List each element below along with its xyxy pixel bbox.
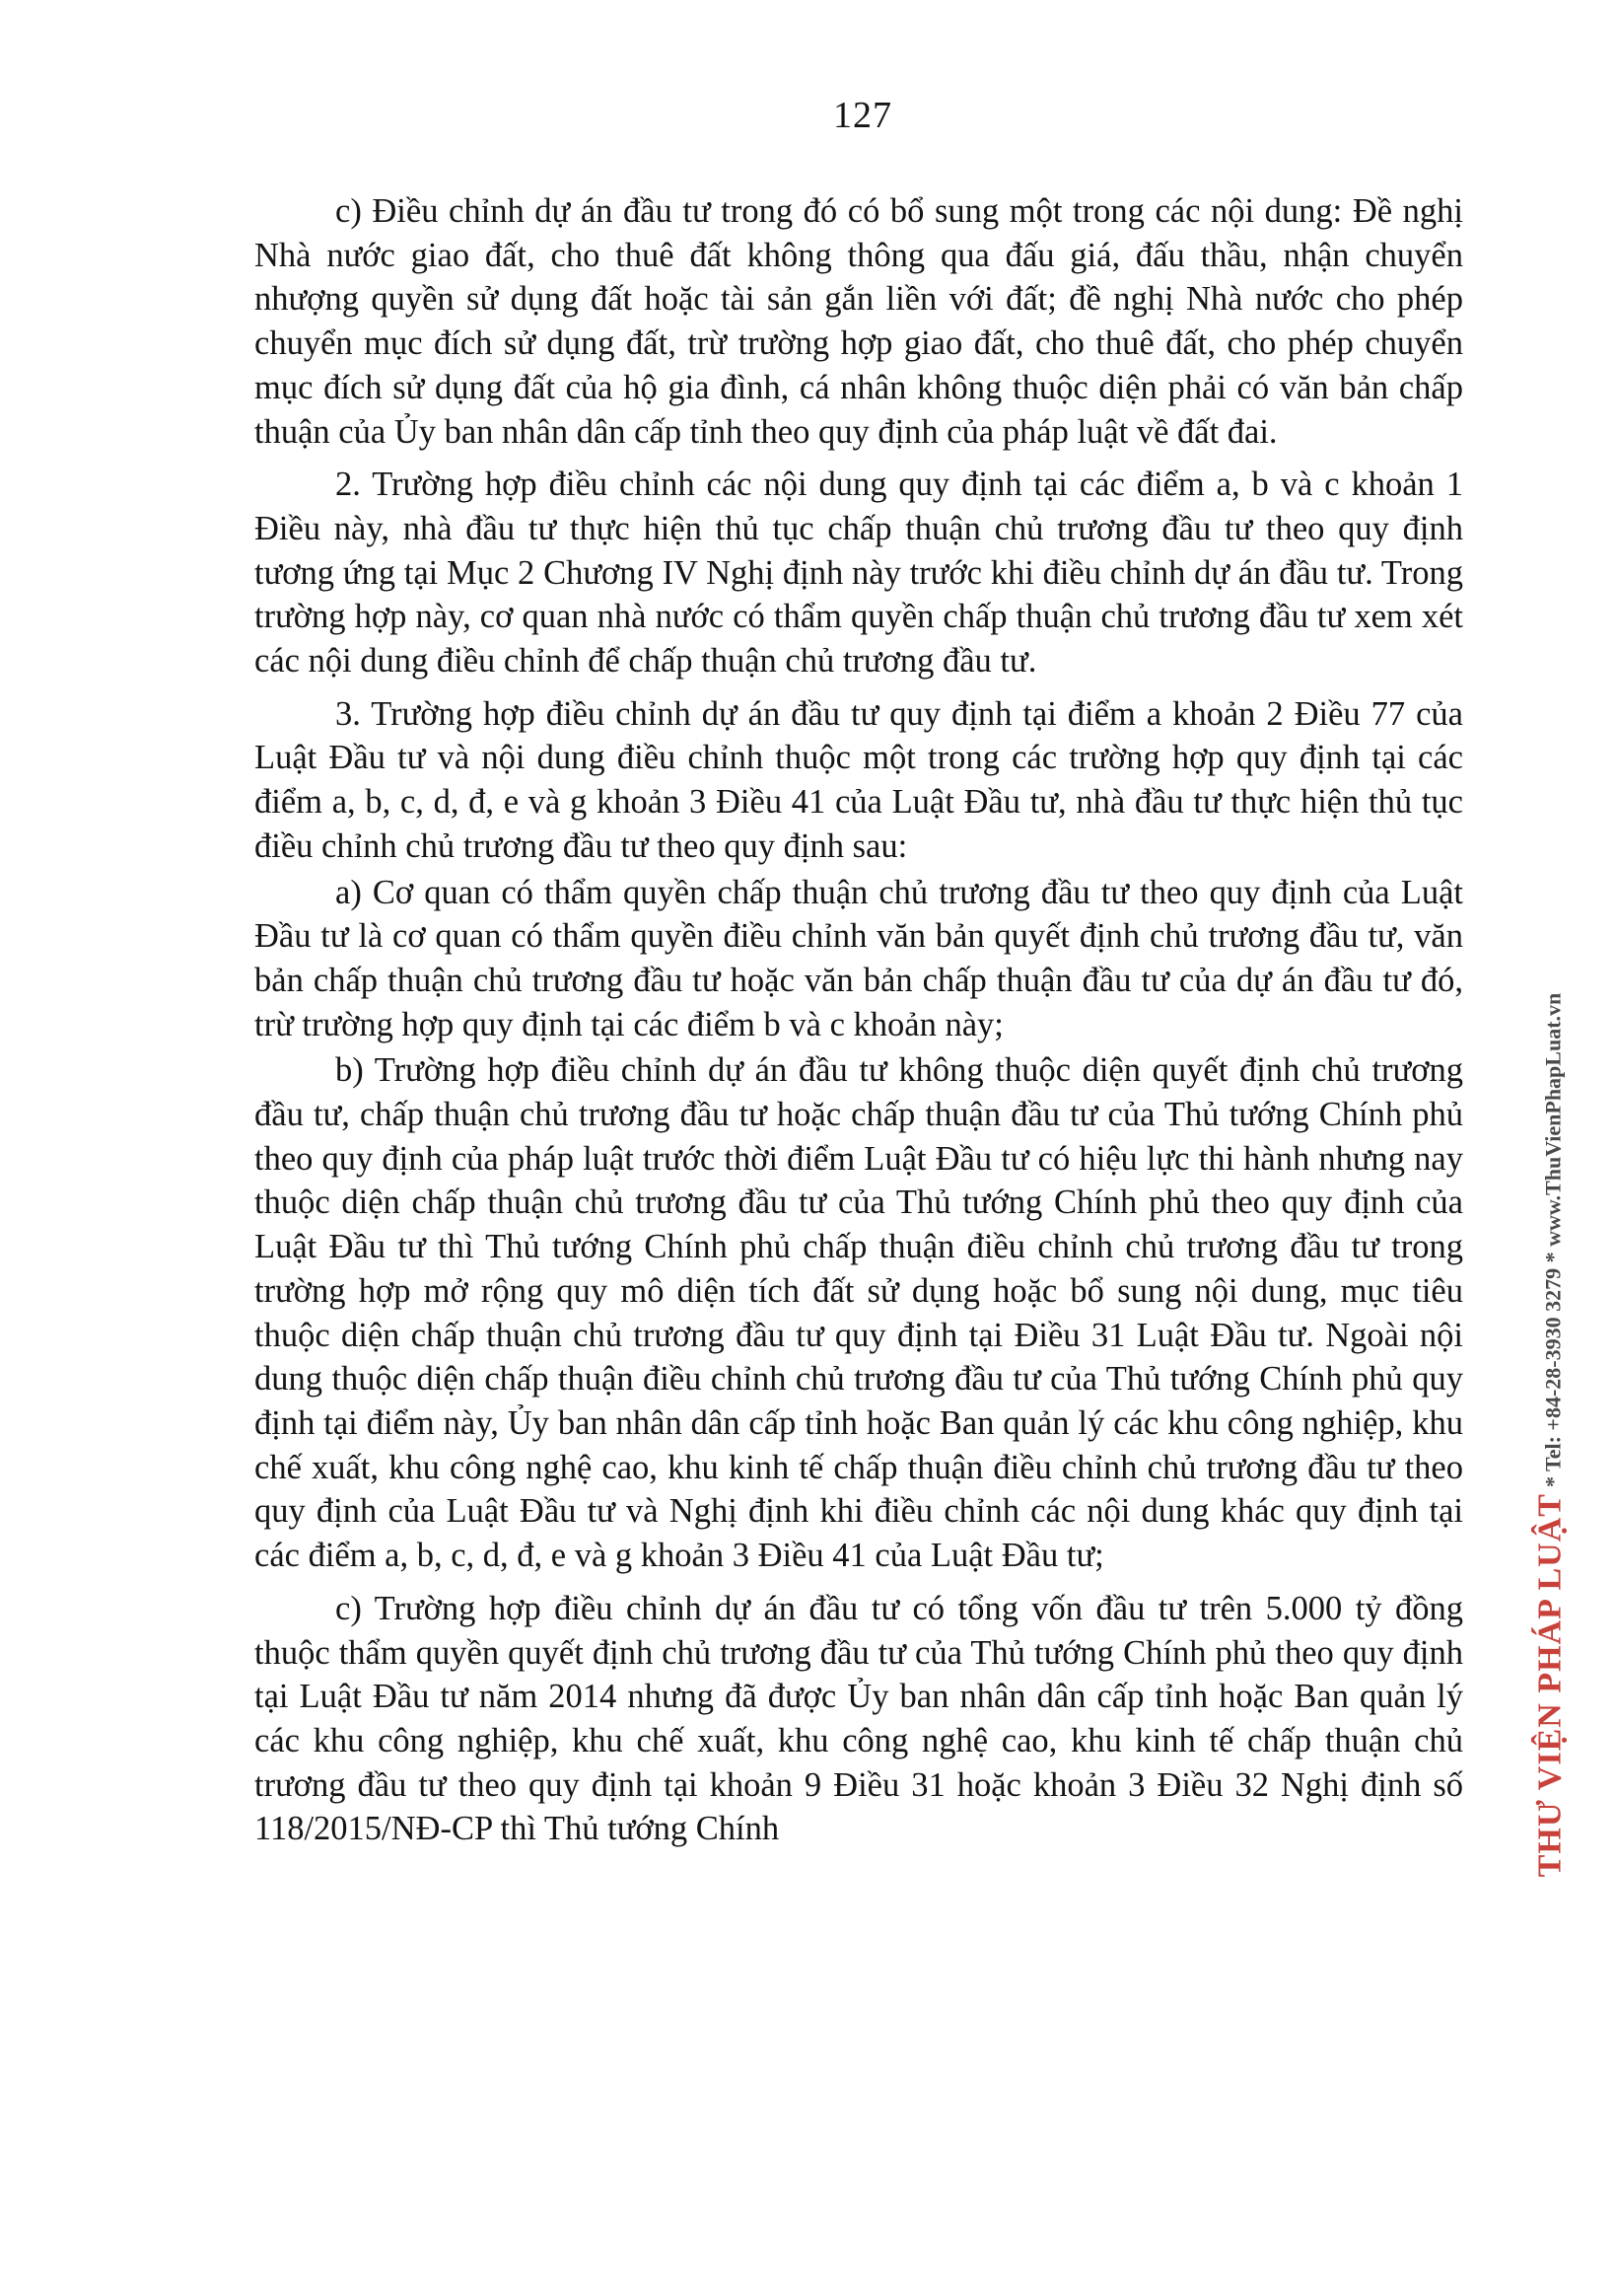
paragraph-3b: b) Trường hợp điều chỉnh dự án đầu tư không thuộc diện quyết định chủ trương đầu tư, chấp thuận chủ trương đầu tư hoặc chấp thuận đầu tư của Thủ tướng Chính phủ theo quy định của pháp luật trước thời điểm Luật Đầu tư có hiệu lực thi hành nhưng nay thuộc diện chấp thuận chủ trương đầu tư của Thủ tướng Chính phủ theo quy định của Luật Đầu tư thì Thủ tướng Chính phủ chấp thuận điều chỉnh chủ trương đầu tư trong trường hợp mở rộng quy mô diện tích đất sử dụng hoặc bổ sung nội dung, mục tiêu thuộc diện chấp thuận chủ trương đầu tư quy định tại Điều 31 Luật Đầu tư. Ngoài nội dung thuộc diện chấp thuận điều chỉnh chủ trương đầu tư của Thủ tướng Chính phủ quy định tại điểm này, Ủy ban nhân dân cấp tỉnh hoặc Ban quản lý các khu công nghiệp, khu chế xuất, khu công nghệ cao, khu kinh tế chấp thuận điều chỉnh chủ trương đầu tư theo quy định của Luật Đầu tư và Nghị định khi điều chỉnh các nội dung khác quy định tại các điểm a, b, c, d, đ, e và g khoản 3 Điều 41 của Luật Đầu tư; bbox=[254, 1051, 1463, 1575]
paragraph-3c: c) Trường hợp điều chỉnh dự án đầu tư có tổng vốn đầu tư trên 5.000 tỷ đồng thuộc thẩm quyền quyết định chủ trương đầu tư của Thủ tướng Chính phủ theo quy định tại Luật Đầu tư năm 2014 nhưng đã được Ủy ban nhân dân cấp tỉnh hoặc Ban quản lý các khu công nghiệp, khu chế xuất, khu công nghệ cao, khu kinh tế chấp thuận chủ trương đầu tư theo quy định tại khoản 9 Điều 31 hoặc khoản 3 Điều 32 Nghị định số 118/2015/NĐ-CP thì Thủ tướng Chính bbox=[254, 1589, 1463, 1848]
paragraph-3: 3. Trường hợp điều chỉnh dự án đầu tư quy định tại điểm a khoản 2 Điều 77 của Luật Đầu tư và nội dung điều chỉnh thuộc một trong các trường hợp quy định tại các điểm a, b, c, d, đ, e và g khoản 3 Điều 41 của Luật Đầu tư, nhà đầu tư thực hiện thủ tục điều chỉnh chủ trương đầu tư theo quy định sau: bbox=[254, 694, 1463, 865]
page-number: 127 bbox=[833, 95, 892, 136]
document-body bbox=[254, 189, 1463, 1860]
watermark-brand: THƯ VIỆN PHÁP LUẬT bbox=[1531, 1493, 1569, 1878]
paragraph-1c: c) Điều chỉnh dự án đầu tư trong đó có bổ sung một trong các nội dung: Đề nghị Nhà nước giao đất, cho thuê đất không thông qua đấu giá, đấu thầu, nhận chuyển nhượng quyền sử dụng đất hoặc tài sản gắn liền với đất; đề nghị Nhà nước cho phép chuyển mục đích sử dụng đất, trừ trường hợp giao đất, cho thuê đất, cho phép chuyển mục đích sử dụng đất của hộ gia đình, cá nhân không thuộc diện phải có văn bản chấp thuận của Ủy ban nhân dân cấp tỉnh theo quy định của pháp luật về đất đai. bbox=[254, 192, 1463, 451]
paragraph-3a: a) Cơ quan có thẩm quyền chấp thuận chủ trương đầu tư theo quy định của Luật Đầu tư là cơ quan có thẩm quyền điều chỉnh văn bản quyết định chủ trương đầu tư, văn bản chấp thuận chủ trương đầu tư hoặc văn bản chấp thuận đầu tư của dự án đầu tư đó, trừ trường hợp quy định tại các điểm b và c khoản này; bbox=[254, 873, 1463, 1043]
paragraph-2: 2. Trường hợp điều chỉnh các nội dung quy định tại các điểm a, b và c khoản 1 Điều này, nhà đầu tư thực hiện thủ tục chấp thuận chủ trương đầu tư theo quy định tương ứng tại Mục 2 Chương IV Nghị định này trước khi điều chỉnh dự án đầu tư. Trong trường hợp này, cơ quan nhà nước có thẩm quyền chấp thuận chủ trương đầu tư xem xét các nội dung điều chỉnh để chấp thuận chủ trương đầu tư. bbox=[254, 466, 1463, 681]
watermark-contact: * Tel: +84-28-3930 3279 * www.ThuVienPhapLuat.vn bbox=[1540, 992, 1566, 1488]
watermark bbox=[1531, 992, 1569, 1878]
